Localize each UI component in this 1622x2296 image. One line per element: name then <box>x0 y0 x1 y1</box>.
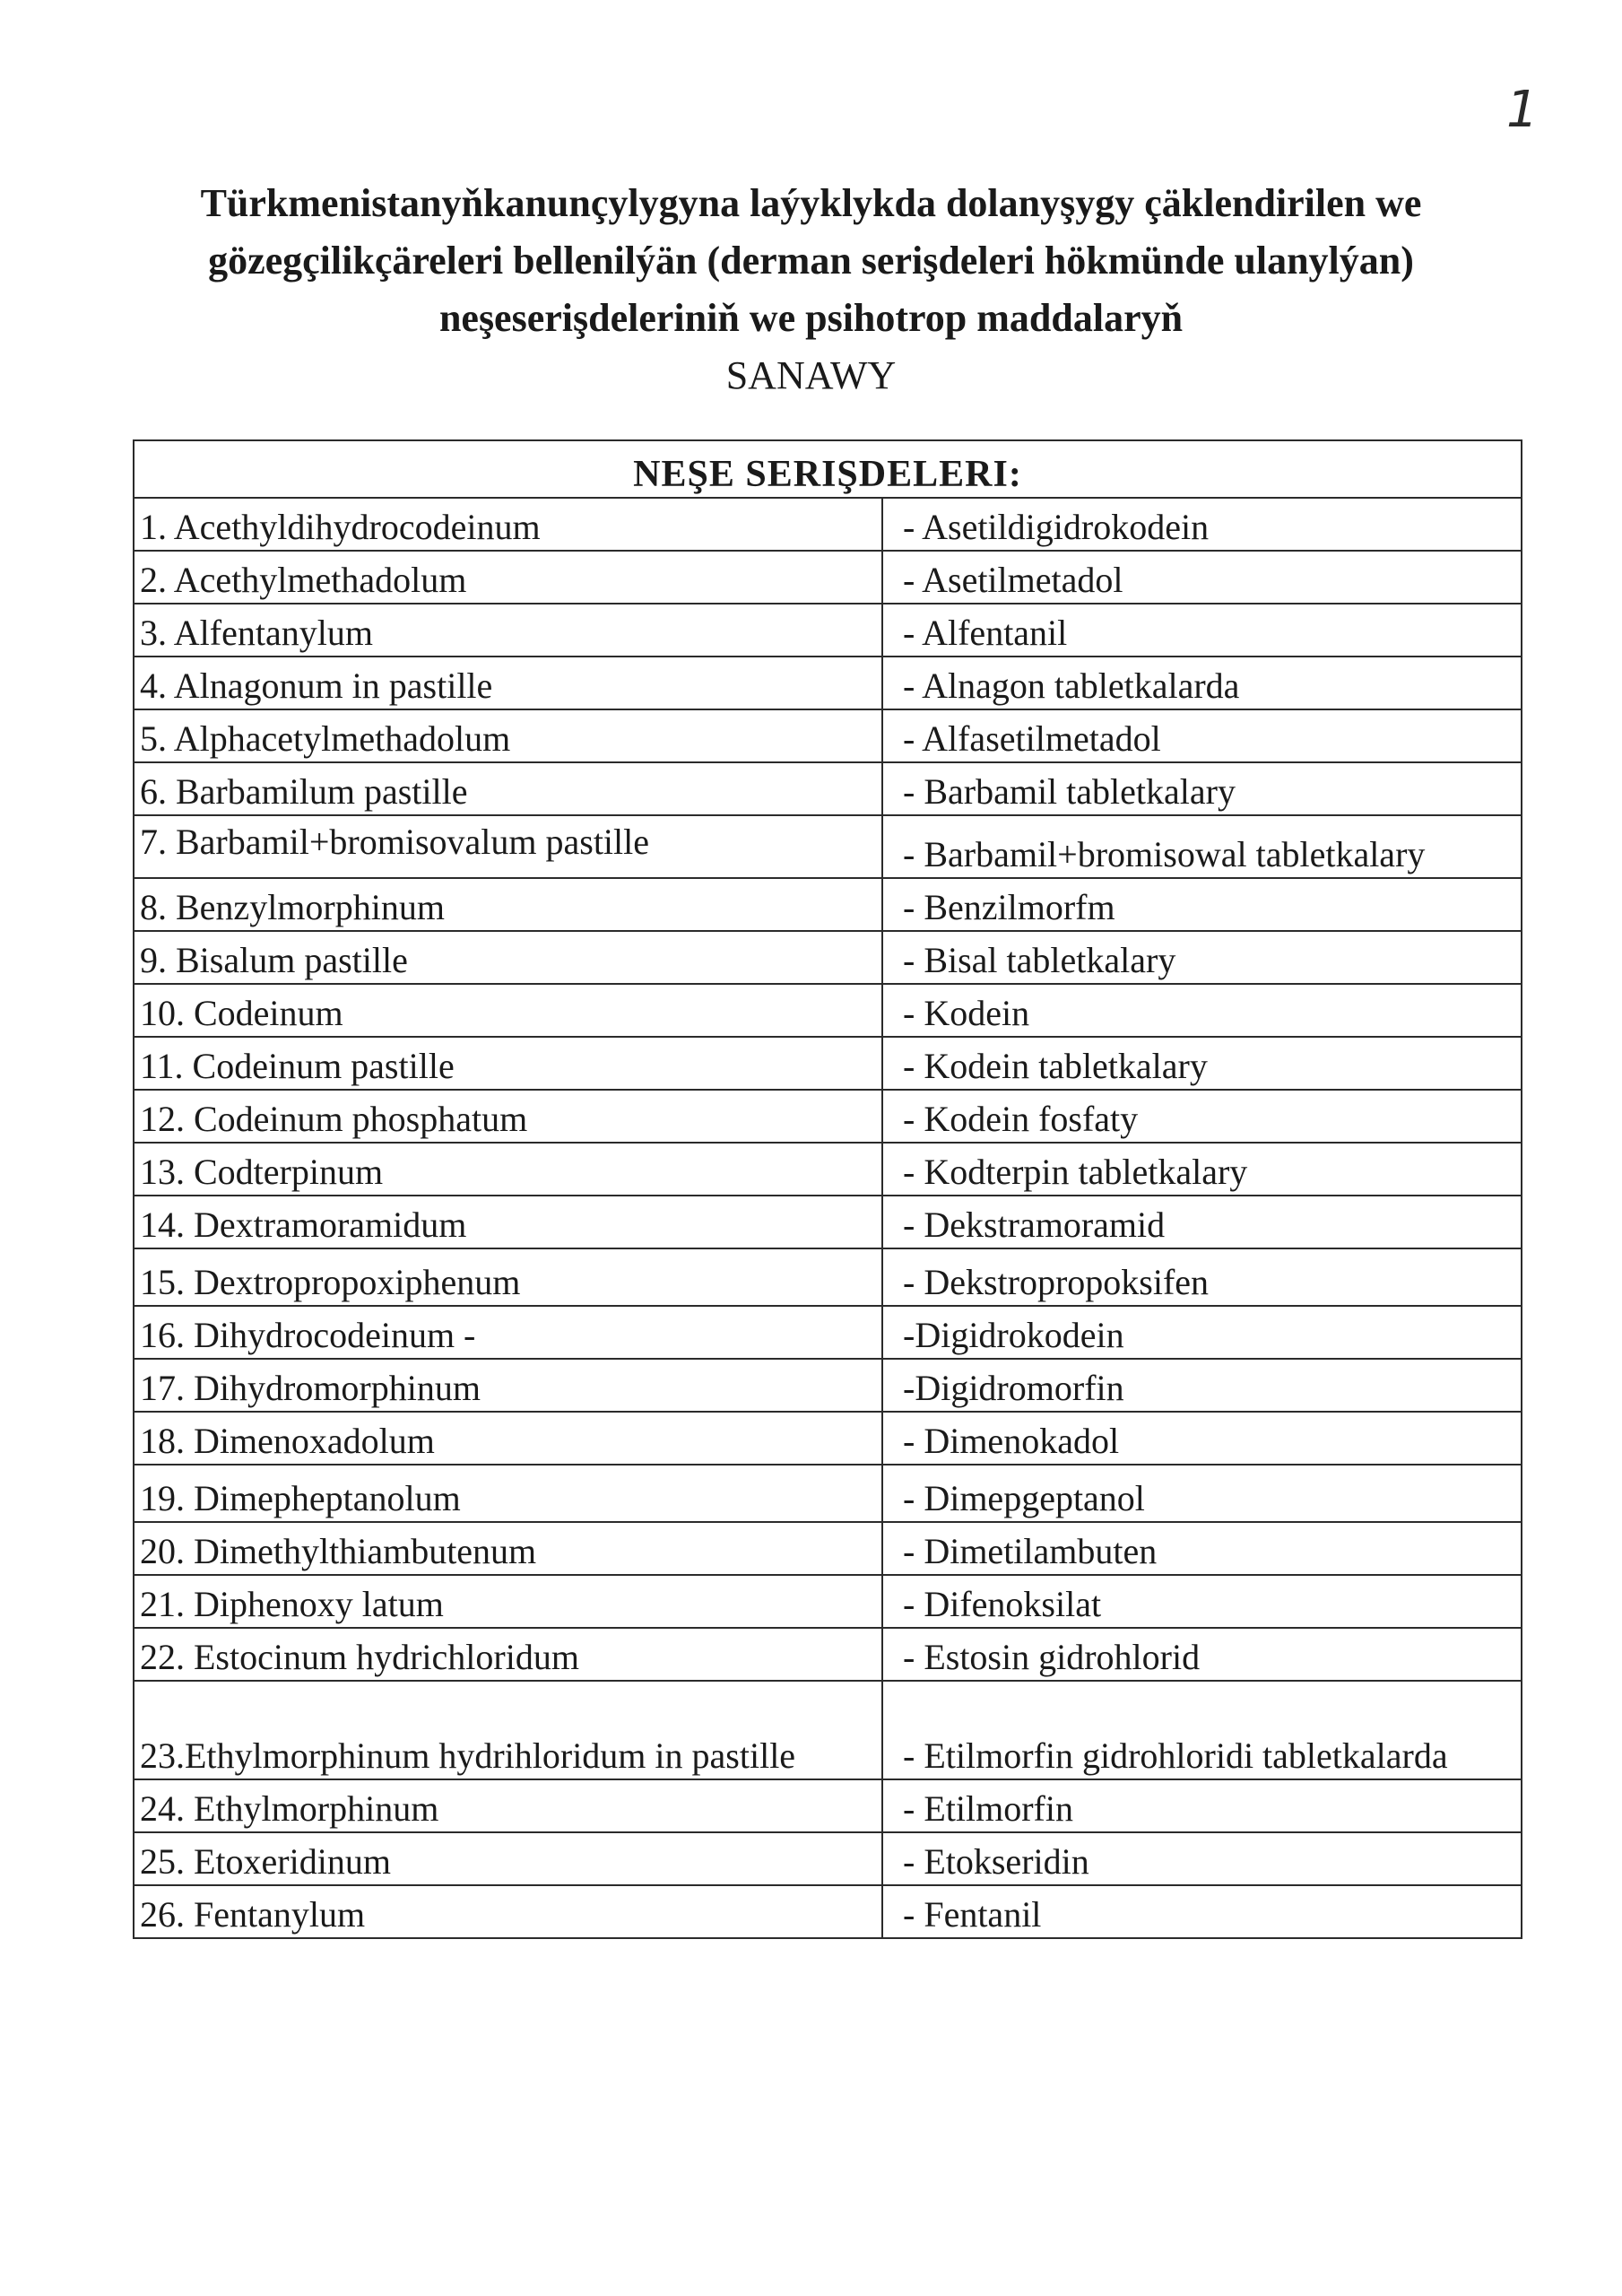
section-title: NEŞE SERIŞDELERI: <box>134 440 1522 498</box>
local-name-cell: - Asetildigidrokodein <box>882 498 1522 551</box>
local-name-cell: - Difenoksilat <box>882 1575 1522 1628</box>
local-name-cell: - Dekstramoramid <box>882 1196 1522 1248</box>
local-name-cell: -Digidrokodein <box>882 1306 1522 1359</box>
table-row <box>134 1575 1522 1628</box>
table-row <box>134 1196 1522 1248</box>
latin-name-cell: 4. Alnagonum in pastille <box>134 657 882 709</box>
local-name-cell: - Kodein <box>882 984 1522 1037</box>
table-row <box>134 1090 1522 1143</box>
heading-subtitle: SANAWY <box>725 353 897 397</box>
latin-name-cell: 21. Diphenoxy latum <box>134 1575 882 1628</box>
latin-name-cell: 3. Alfentanylum <box>134 604 882 657</box>
latin-name-cell: 17. Dihydromorphinum <box>134 1359 882 1412</box>
table-row <box>134 604 1522 657</box>
local-name-cell: - Dekstropropoksifen <box>882 1248 1522 1306</box>
table-row <box>134 931 1522 984</box>
local-name-cell: - Kodterpin tabletkalary <box>882 1143 1522 1196</box>
table-row <box>134 1037 1522 1090</box>
local-name-cell: - Etilmorfin <box>882 1779 1522 1832</box>
latin-name-cell: 10. Codeinum <box>134 984 882 1037</box>
local-name-cell: - Alfasetilmetadol <box>882 709 1522 762</box>
local-name-cell: - Fentanil <box>882 1885 1522 1938</box>
latin-name-cell: 15. Dextropropoxiphenum <box>134 1248 882 1306</box>
table-row <box>134 1779 1522 1832</box>
local-name-cell: - Dimepgeptanol <box>882 1465 1522 1522</box>
local-name-cell: - Etilmorfin gidrohloridi tabletkalarda <box>882 1681 1522 1779</box>
table-row <box>134 709 1522 762</box>
local-name-cell: - Benzilmorfm <box>882 878 1522 931</box>
local-name-cell: - Bisal tabletkalary <box>882 931 1522 984</box>
heading-line-2: gözegçilikçäreleri bellenilýän (derman serişdeleri hökmünde ulanylýan) <box>208 239 1414 283</box>
local-name-cell: - Dimetilambuten <box>882 1522 1522 1575</box>
table-row <box>134 878 1522 931</box>
latin-name-cell: 7. Barbamil+bromisovalum pastille <box>134 815 882 878</box>
latin-name-cell: 1. Acethyldihydrocodeinum <box>134 498 882 551</box>
local-name-cell: - Kodein fosfaty <box>882 1090 1522 1143</box>
latin-name-cell: 19. Dimepheptanolum <box>134 1465 882 1522</box>
table-row <box>134 1248 1522 1306</box>
table-header-row <box>134 440 1522 498</box>
latin-name-cell: 14. Dextramoramidum <box>134 1196 882 1248</box>
table-row <box>134 815 1522 878</box>
latin-name-cell: 13. Codterpinum <box>134 1143 882 1196</box>
document-heading <box>108 175 1514 404</box>
table-row <box>134 1306 1522 1359</box>
latin-name-cell: 2. Acethylmethadolum <box>134 551 882 604</box>
local-name-cell: - Kodein tabletkalary <box>882 1037 1522 1090</box>
latin-name-cell: 18. Dimenoxadolum <box>134 1412 882 1465</box>
latin-name-cell: 23.Ethylmorphinum hydrihloridum in pastille <box>134 1681 882 1779</box>
heading-line-1: Türkmenistanyňkanunçylygyna laýyklykda dolanyşygy çäklendirilen we <box>200 181 1422 225</box>
latin-name-cell: 12. Codeinum phosphatum <box>134 1090 882 1143</box>
table-row <box>134 498 1522 551</box>
local-name-cell: - Barbamil tabletkalary <box>882 762 1522 815</box>
local-name-cell: - Etokseridin <box>882 1832 1522 1885</box>
latin-name-cell: 16. Dihydrocodeinum - <box>134 1306 882 1359</box>
table-row <box>134 1681 1522 1779</box>
table-row <box>134 1832 1522 1885</box>
latin-name-cell: 26. Fentanylum <box>134 1885 882 1938</box>
latin-name-cell: 8. Benzylmorphinum <box>134 878 882 931</box>
latin-name-cell: 24. Ethylmorphinum <box>134 1779 882 1832</box>
latin-name-cell: 9. Bisalum pastille <box>134 931 882 984</box>
local-name-cell: - Alnagon tabletkalarda <box>882 657 1522 709</box>
local-name-cell: - Alfentanil <box>882 604 1522 657</box>
local-name-cell: -Digidromorfin <box>882 1359 1522 1412</box>
latin-name-cell: 20. Dimethylthiambutenum <box>134 1522 882 1575</box>
latin-name-cell: 25. Etoxeridinum <box>134 1832 882 1885</box>
table-row <box>134 1359 1522 1412</box>
latin-name-cell: 11. Codeinum pastille <box>134 1037 882 1090</box>
table-row <box>134 657 1522 709</box>
table-row <box>134 1143 1522 1196</box>
table-row <box>134 762 1522 815</box>
latin-name-cell: 22. Estocinum hydrichloridum <box>134 1628 882 1681</box>
table-row <box>134 1412 1522 1465</box>
page-number: 1 <box>1506 81 1539 139</box>
local-name-cell: - Barbamil+bromisowal tabletkalary <box>882 815 1522 878</box>
local-name-cell: - Dimenokadol <box>882 1412 1522 1465</box>
heading-line-3: neşeserişdeleriniň we psihotrop maddalaryň <box>438 296 1184 340</box>
table-row <box>134 984 1522 1037</box>
local-name-cell: - Asetilmetadol <box>882 551 1522 604</box>
table-row <box>134 1465 1522 1522</box>
latin-name-cell: 5. Alphacetylmethadolum <box>134 709 882 762</box>
table-row <box>134 1885 1522 1938</box>
local-name-cell: - Estosin gidrohlorid <box>882 1628 1522 1681</box>
table-row <box>134 1628 1522 1681</box>
latin-name-cell: 6. Barbamilum pastille <box>134 762 882 815</box>
substances-table <box>133 439 1522 1939</box>
table-row <box>134 1522 1522 1575</box>
table-row <box>134 551 1522 604</box>
